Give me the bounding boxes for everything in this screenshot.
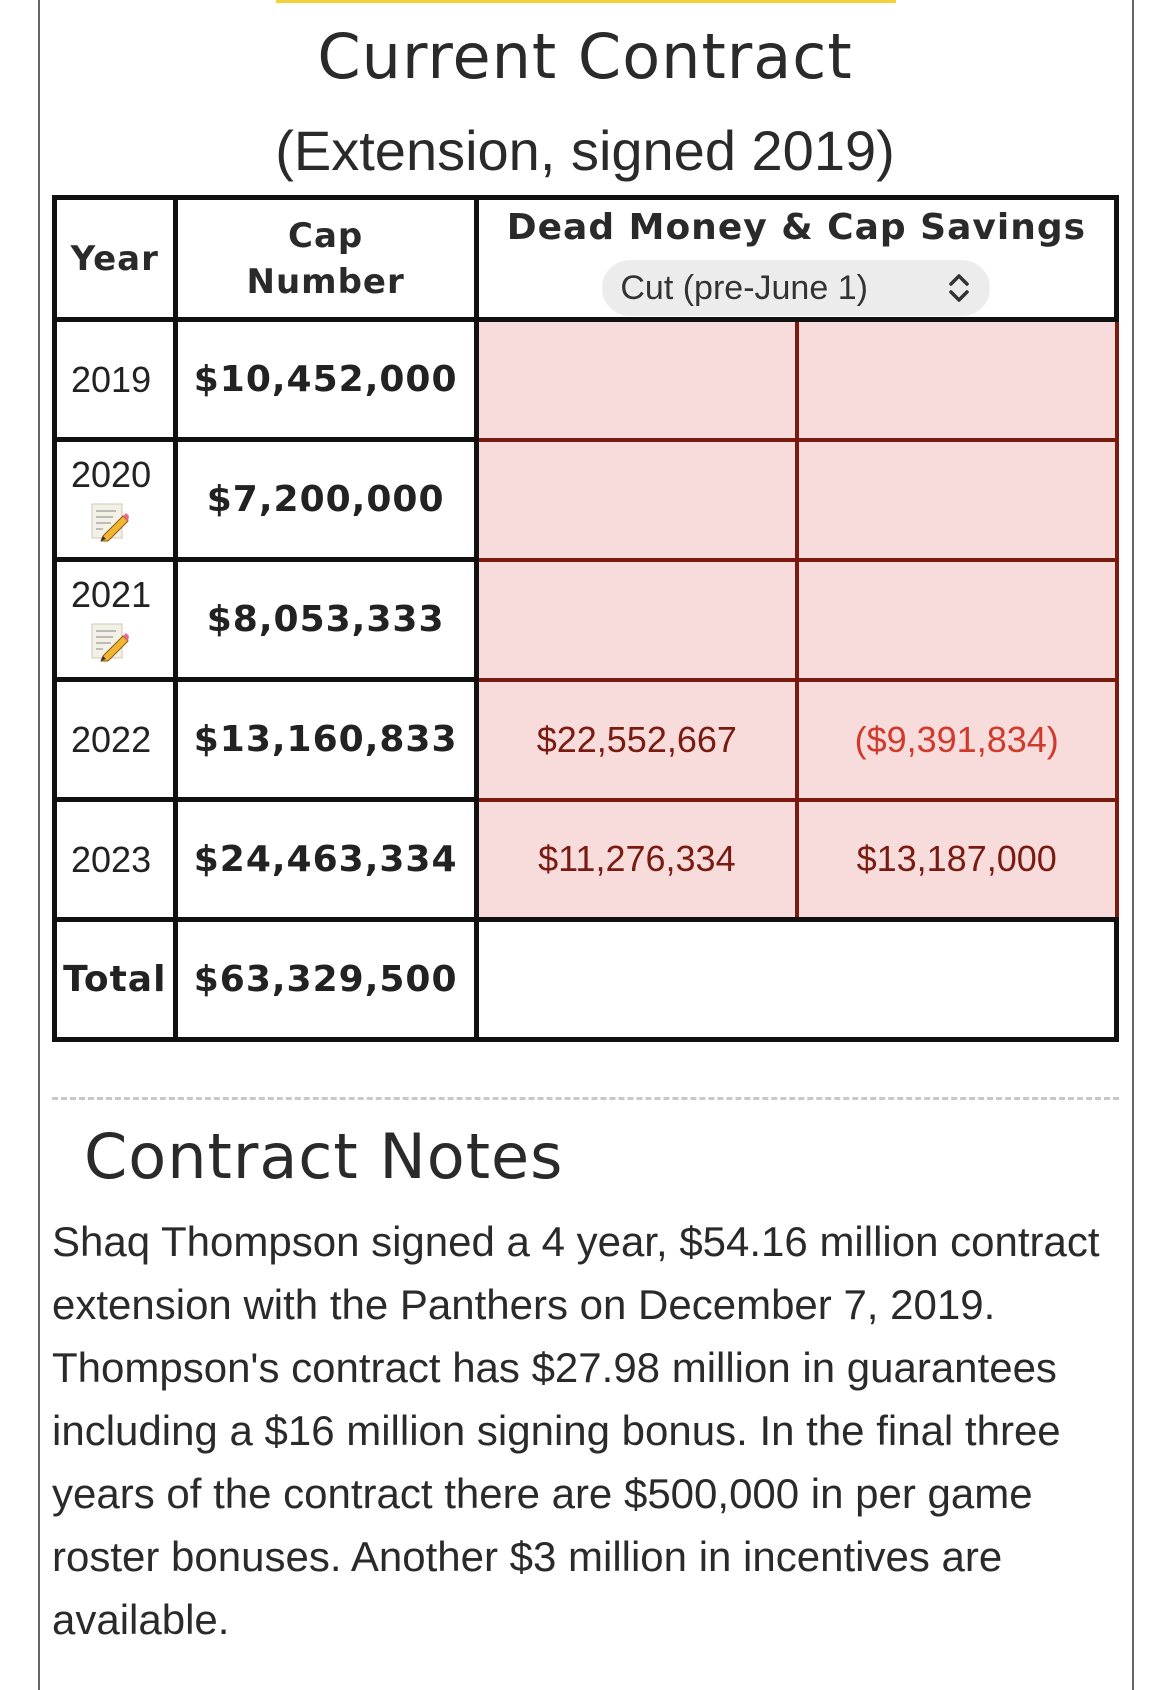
row-cap-savings [797, 320, 1117, 440]
contract-table [52, 195, 1119, 1042]
row-cap-number: $13,160,833 [175, 680, 476, 800]
header-cap-line1: Cap [288, 215, 364, 256]
table-row [55, 440, 1117, 560]
total-empty-cell [476, 920, 1116, 1040]
table-row [55, 680, 1117, 800]
row-cap-number: $24,463,334 [175, 800, 476, 920]
header-dead-money [476, 198, 1116, 320]
section-subtitle: (Extension, signed 2019) [275, 119, 895, 182]
accent-bar [276, 0, 896, 3]
row-year: 2023 [55, 800, 176, 920]
notes-body: Shaq Thompson signed a 4 year, $54.16 million contract extension with the Panthers on December 7, 2019. Thompson's contract has $27.98 million in guarantees including a $16 million signing bonus. In the final three years of the contract there are $500,000 in per game roster bonuses. Another $3 million in incentives are available. [52, 1218, 1100, 1643]
table-row [55, 560, 1117, 680]
row-cap-savings: $13,187,000 [797, 800, 1117, 920]
table-row [55, 320, 1117, 440]
row-dead-money [476, 440, 797, 560]
header-dead-money-label: Dead Money & Cap Savings [506, 207, 1087, 248]
row-cap-number: $8,053,333 [175, 560, 476, 680]
notes-title: Contract Notes [84, 1120, 564, 1193]
row-cap-savings: ($9,391,834) [797, 680, 1117, 800]
table-header-row [55, 198, 1117, 320]
total-label: Total [55, 920, 176, 1040]
section-divider [52, 1097, 1119, 1100]
header-year: Year [55, 198, 176, 320]
section-title: Current Contract [317, 20, 853, 93]
row-dead-money [476, 560, 797, 680]
contract-note-icon[interactable] [89, 502, 129, 542]
row-dead-money [476, 320, 797, 440]
total-cap-number: $63,329,500 [175, 920, 476, 1040]
row-cap-savings [797, 560, 1117, 680]
row-cap-number: $7,200,000 [175, 440, 476, 560]
scenario-select-value: Cut (pre-June 1) [620, 268, 868, 307]
scenario-select[interactable] [602, 260, 990, 316]
row-year-cell [55, 560, 176, 680]
row-cap-savings [797, 440, 1117, 560]
row-year: 2019 [55, 320, 176, 440]
row-dead-money: $22,552,667 [476, 680, 797, 800]
table-total-row [55, 920, 1117, 1040]
row-year: 2020 [71, 454, 152, 495]
table-row [55, 800, 1117, 920]
row-year-cell [55, 440, 176, 560]
header-cap-number [175, 198, 476, 320]
chevron-updown-icon [946, 271, 972, 305]
row-cap-number: $10,452,000 [175, 320, 476, 440]
row-year: 2022 [55, 680, 176, 800]
row-year: 2021 [71, 574, 152, 615]
header-cap-line2: Number [246, 261, 405, 302]
row-dead-money: $11,276,334 [476, 800, 797, 920]
contract-note-icon[interactable] [89, 622, 129, 662]
